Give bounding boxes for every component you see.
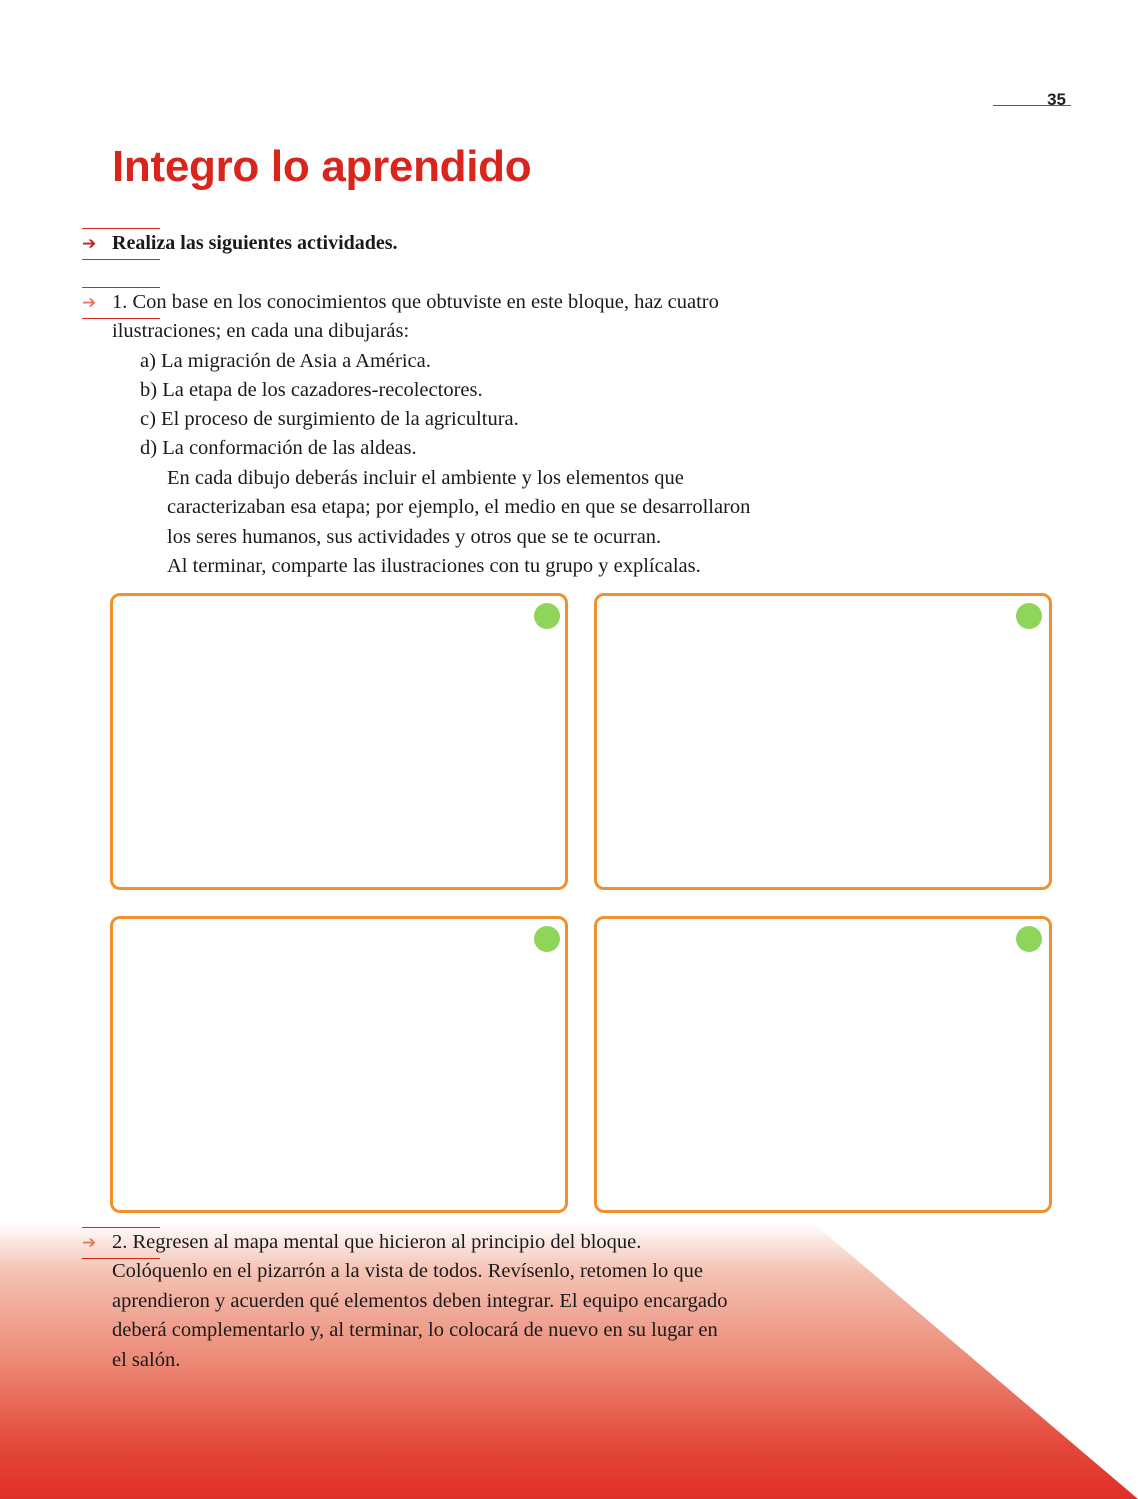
instruction-rule-top [82, 228, 160, 229]
activity1-note-3: los seres humanos, sus actividades y otros que se te ocurran. [167, 526, 662, 548]
activity2-line-4: deberá complementarlo y, al terminar, lo colocará de nuevo en su lugar en [112, 1319, 718, 1341]
green-dot-icon [534, 603, 560, 629]
green-dot-icon [1016, 603, 1042, 629]
drawing-frame-2[interactable] [594, 593, 1052, 890]
activity2-line-2: Colóquenlo en el pizarrón a la vista de todos. Revísenlo, retomen lo que [112, 1260, 703, 1282]
arrow-right-icon: ➔ [82, 293, 97, 313]
activity1-line-2: ilustraciones; en cada una dibujarás: [112, 320, 410, 342]
activity2-rule-top [82, 1227, 160, 1228]
green-dot-icon [534, 926, 560, 952]
activity1-rule-top [82, 287, 160, 288]
activity1-item-a: a) La migración de Asia a América. [140, 350, 431, 372]
drawing-frame-3[interactable] [110, 916, 568, 1213]
instruction-text: Realiza las siguientes actividades. [112, 232, 398, 254]
activity2-line-3: aprendieron y acuerden qué elementos deben integrar. El equipo encargado [112, 1290, 728, 1312]
activity1-note-2: caracterizaban esa etapa; por ejemplo, el medio en que se desarrollaron [167, 496, 751, 518]
drawing-frame-1[interactable] [110, 593, 568, 890]
activity1-line-1: 1. Con base en los conocimientos que obtuviste en este bloque, haz cuatro [112, 291, 719, 313]
activity1-item-b: b) La etapa de los cazadores-recolectores. [140, 379, 483, 401]
activity1-note-4: Al terminar, comparte las ilustraciones con tu grupo y explícalas. [167, 555, 701, 577]
activity2-line-1: 2. Regresen al mapa mental que hicieron al principio del bloque. [112, 1231, 642, 1253]
drawing-frame-4[interactable] [594, 916, 1052, 1213]
page-number: 35 [1047, 90, 1066, 109]
arrow-right-icon: ➔ [82, 1233, 97, 1253]
activity2-line-5: el salón. [112, 1349, 181, 1371]
activity1-note-1: En cada dibujo deberás incluir el ambiente y los elementos que [167, 467, 684, 489]
arrow-right-icon: ➔ [82, 234, 97, 254]
activity1-item-d: d) La conformación de las aldeas. [140, 437, 417, 459]
instruction-rule-bottom [82, 259, 160, 260]
page-title: Integro lo aprendido [112, 142, 532, 191]
activity1-item-c: c) El proceso de surgimiento de la agricultura. [140, 408, 519, 430]
green-dot-icon [1016, 926, 1042, 952]
